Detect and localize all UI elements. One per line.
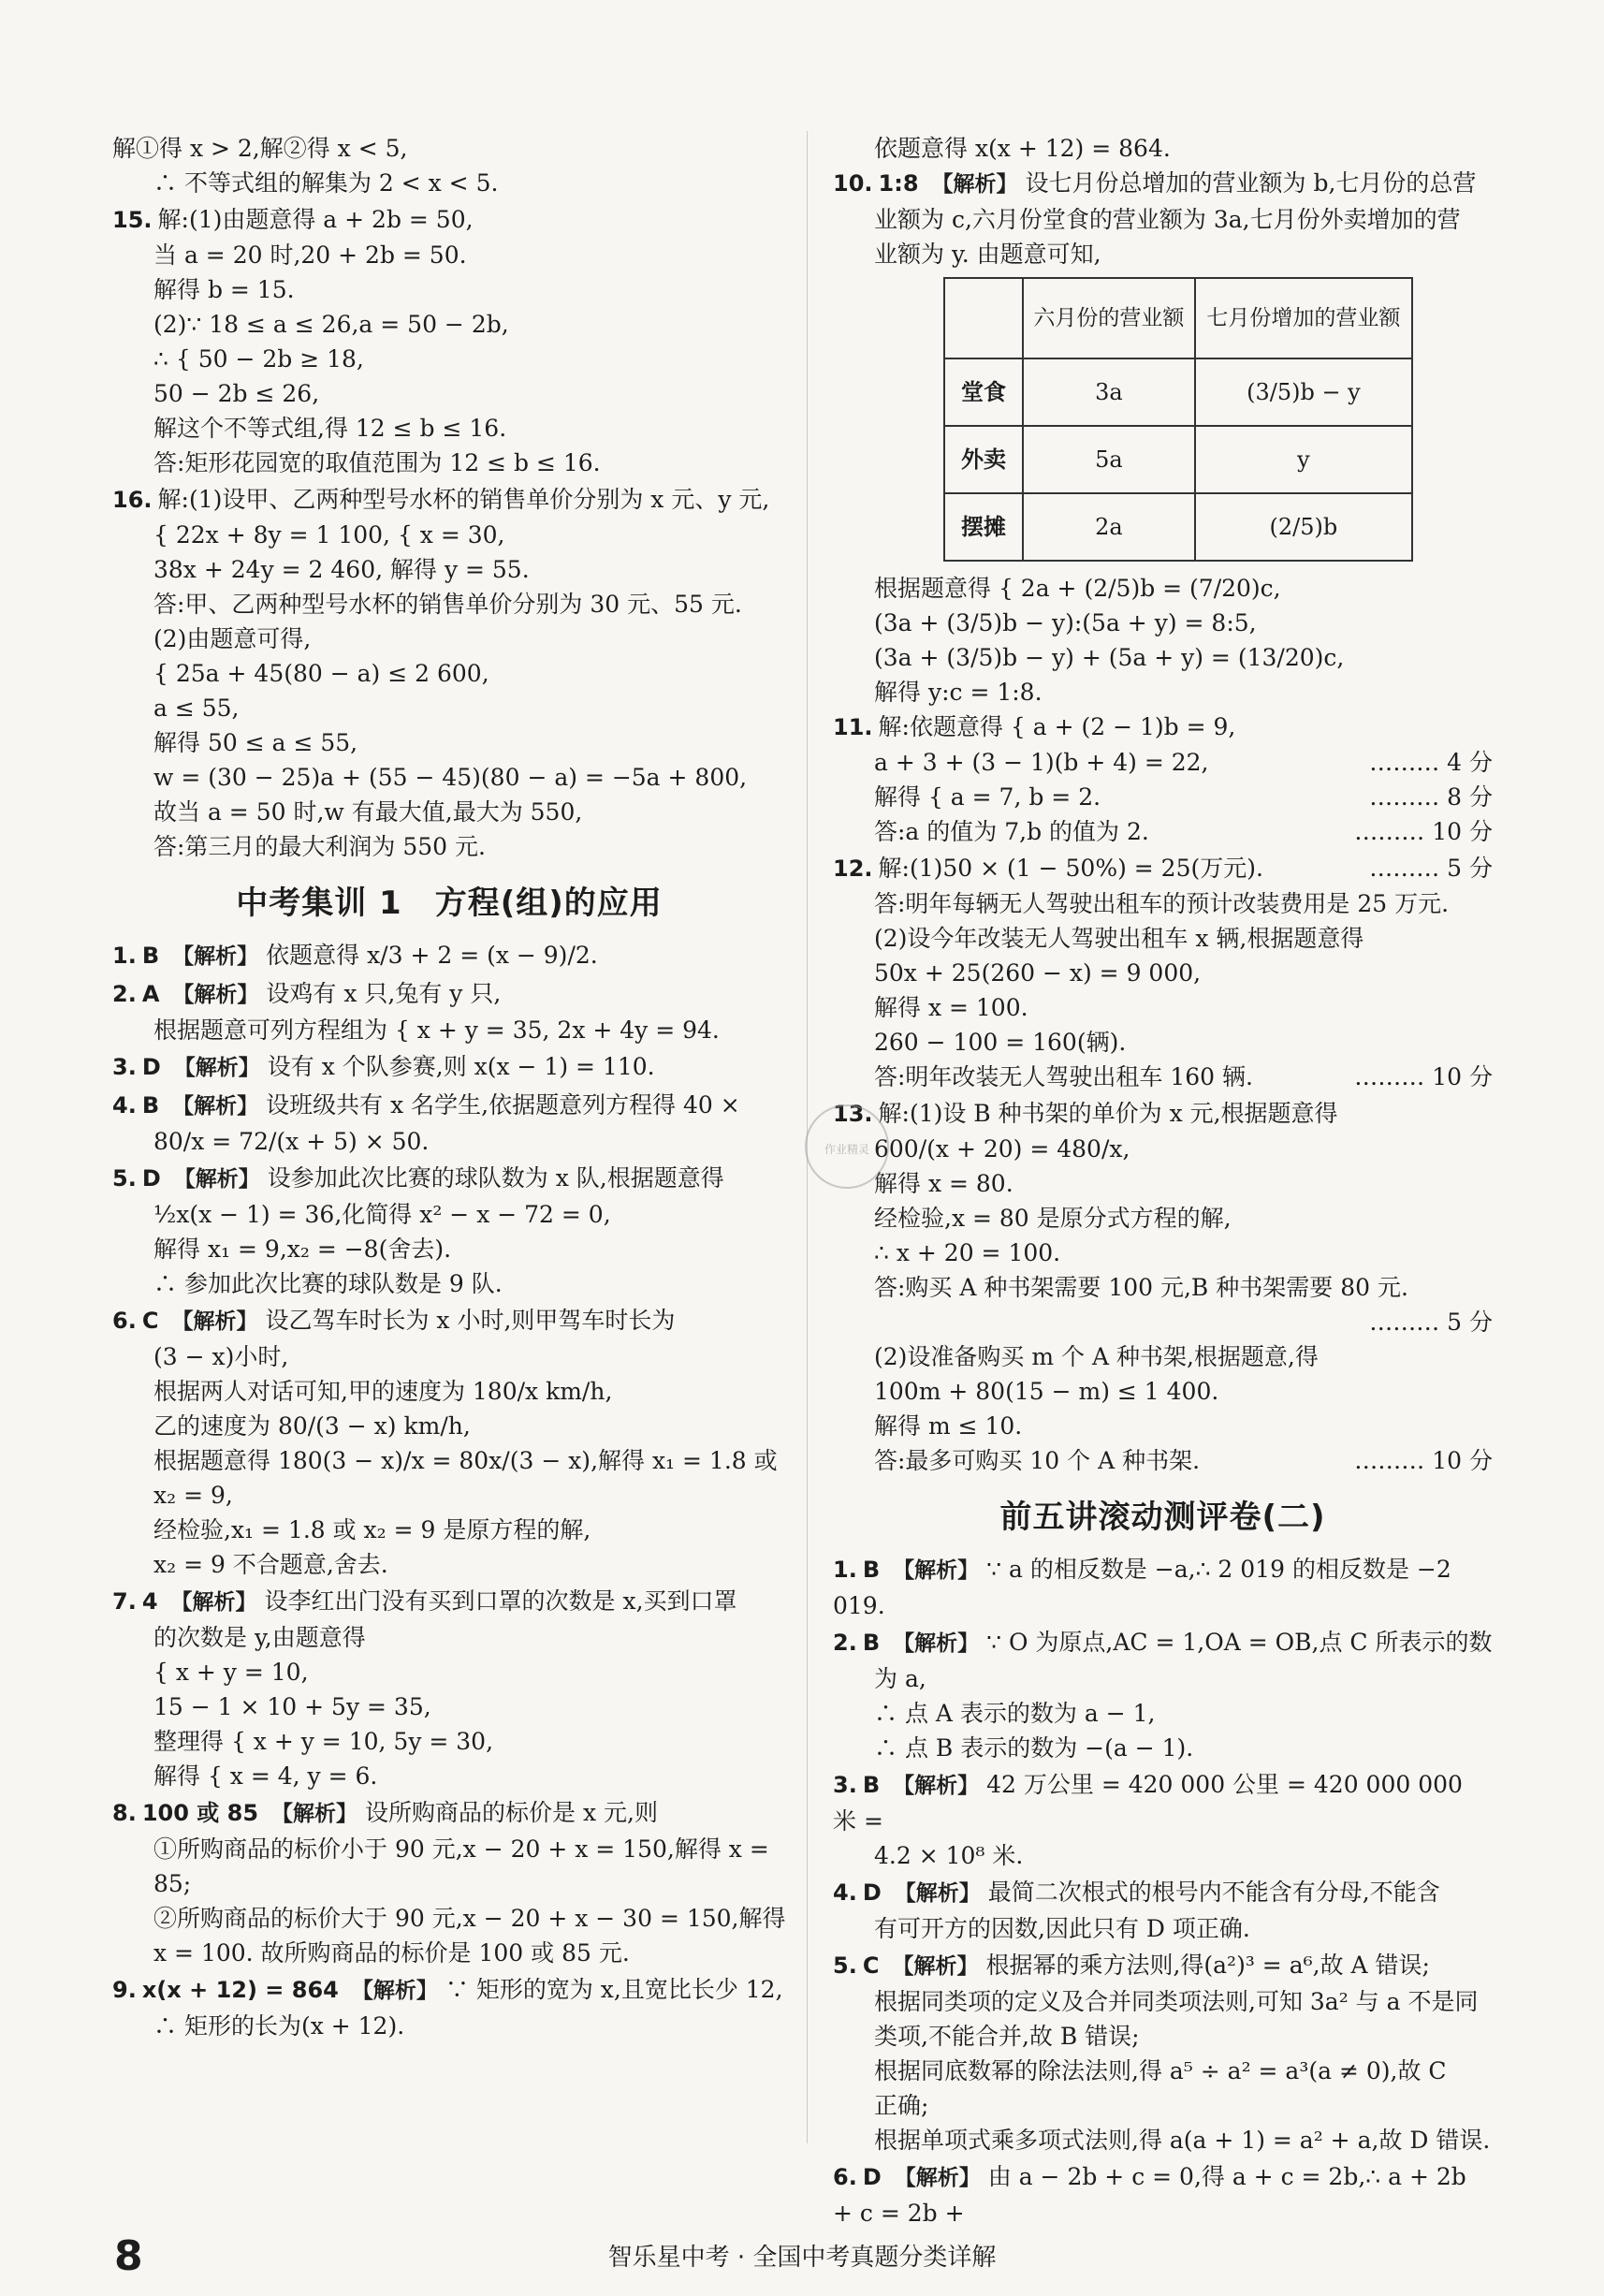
solution-text: 故当 a = 50 时,w 有最大值,最大为 550, (153, 798, 583, 826)
table-cell: 3a (1023, 358, 1195, 426)
table-header-cell: 七月份增加的营业额 (1195, 278, 1412, 358)
question-number: 1. (833, 1557, 857, 1583)
answer-line (112, 1339, 786, 1374)
answer-item (112, 1049, 786, 1086)
score-marker: ……… 5 分 (1369, 1309, 1493, 1336)
solution-text: { 25a + 45(80 − a) ≤ 2 600, (153, 660, 489, 687)
score-marker: ……… 5 分 (1369, 855, 1493, 882)
answer-line (833, 1875, 1493, 1911)
watermark-text: 作业精灵 (824, 1143, 869, 1156)
analysis-tag: 【解析】 (893, 1774, 980, 1798)
answer-line (112, 1088, 786, 1124)
solution-text: 100m + 80(15 − m) ≤ 1 400. (874, 1378, 1219, 1405)
solution-line: 解得 y:c = 1:8. (874, 679, 1043, 706)
answer-item (112, 1088, 786, 1159)
section-title: 中考集训 1 方程(组)的应用 (236, 885, 663, 922)
solution-text: (2)由题意可得, (153, 625, 312, 652)
answer-item (112, 1303, 786, 1582)
answer-choice: A (141, 981, 160, 1007)
solution-text: ∴ 不等式组的解集为 2 < x < 5. (153, 169, 499, 197)
answer-line (833, 1096, 1493, 1132)
solution-text: 根据单项式乘多项式法则,得 a(a + 1) = a² + a,故 D 错误. (874, 2127, 1491, 2154)
solution-item (112, 482, 786, 864)
table-row (944, 426, 1412, 493)
question-number: 6. (833, 2164, 857, 2190)
solution-text: 解这个不等式组,得 12 ≤ b ≤ 16. (153, 415, 507, 442)
answer-choice: D (862, 1879, 882, 1906)
solution-text: ①所购商品的标价小于 90 元,x − 20 + x = 150,解得 x = 85; (153, 1835, 769, 1897)
solution-item (112, 202, 786, 480)
table-cell: 5a (1023, 426, 1195, 493)
answer-line (833, 202, 1493, 237)
solution-text: 类项,不能合并,故 B 错误; (874, 2023, 1140, 2050)
answer-line (833, 1838, 1493, 1873)
answer-line (112, 1795, 786, 1832)
answer-choice: 1:8 (878, 170, 919, 197)
solution-text: 最简二次根式的根号内不能含有分母,不能含 (987, 1879, 1440, 1906)
solution-text: 为 a, (874, 1665, 926, 1692)
answer-item (112, 1161, 786, 1301)
answer-line (833, 1374, 1493, 1409)
answer-line (112, 2009, 786, 2043)
solution-line (112, 411, 786, 446)
solution-line (112, 691, 786, 725)
question-number: 11. (833, 714, 873, 740)
solution-line (112, 829, 786, 864)
question-number: 3. (833, 1772, 857, 1798)
answer-line (112, 1547, 786, 1582)
answer-item (112, 1972, 786, 2043)
table-row (944, 493, 1412, 561)
solution-text: w = (30 − 25)a + (55 − 45)(80 − a) = −5a + 800, (153, 764, 748, 791)
solution-line (112, 656, 786, 691)
solution-line (112, 552, 786, 587)
page-number: 8 (114, 2232, 143, 2280)
question-number: 8. (112, 1800, 137, 1826)
answer-item (833, 1875, 1493, 1946)
analysis-tag: 【解析】 (171, 1309, 258, 1334)
answer-line (833, 166, 1493, 202)
table-cell: (2/5)b (1195, 493, 1412, 561)
solution-text: 50x + 25(260 − x) = 9 000, (874, 959, 1202, 987)
answer-line (112, 1620, 786, 1655)
solution-text: 42 万公里 = 420 000 公里 = 420 000 000 米 = (833, 1771, 1463, 1835)
answer-line (112, 1936, 786, 1970)
analysis-tag: 【解析】 (892, 1954, 979, 1979)
right-column (833, 131, 1493, 2232)
answer-line (112, 1232, 786, 1266)
solution-text: x₂ = 9 不合题意,舍去. (153, 1551, 388, 1578)
answer-item (833, 709, 1493, 849)
solution-text: ½x(x − 1) = 36,化简得 x² − x − 72 = 0, (153, 1201, 611, 1228)
solution-text: (2)∵ 18 ≤ a ≤ 26,a = 50 − 2b, (153, 311, 509, 338)
solution-line (112, 795, 786, 829)
analysis-tag: 【解析】 (172, 1094, 259, 1119)
solution-text: ∴ { 50 − 2b ≥ 18, (153, 345, 364, 373)
answer-item (833, 166, 1493, 271)
solution-text: 解得 m ≤ 10. (874, 1412, 1023, 1440)
analysis-tag: 【解析】 (170, 1590, 257, 1615)
answer-choice: x(x + 12) = 864 (141, 1977, 339, 2003)
question-number: 7. (112, 1588, 137, 1615)
answer-choice: D (141, 1054, 161, 1080)
answer-line (112, 1584, 786, 1620)
answer-line (833, 1409, 1493, 1443)
solution-text: 根据两人对话可知,甲的速度为 180/x km/h, (153, 1378, 613, 1405)
solution-line: (3a + (3/5)b − y):(5a + y) = 8:5, (874, 609, 1257, 636)
solution-text: 解得 50 ≤ a ≤ 55, (153, 729, 358, 756)
analysis-tag: 【解析】 (271, 1802, 358, 1826)
score-marker: ……… 4 分 (1369, 749, 1493, 776)
solution-text: 解得 { a = 7, b = 2. (874, 783, 1101, 811)
solution-text: a ≤ 55, (153, 695, 240, 722)
solution-text: 解得 x = 100. (874, 994, 1028, 1021)
solution-line (112, 342, 786, 376)
answer-line (833, 1305, 1493, 1339)
answer-line (112, 1972, 786, 2009)
solution-line (112, 587, 786, 622)
question-number: 16. (112, 487, 153, 513)
answer-line (112, 1161, 786, 1197)
table-header-cell: 六月份的营业额 (1023, 278, 1195, 358)
question-number: 12. (833, 856, 873, 882)
analysis-tag: 【解析】 (894, 1881, 981, 1906)
solution-line (112, 622, 786, 656)
answer-item (833, 1552, 1493, 1623)
solution-text: 经检验,x = 80 是原分式方程的解, (874, 1205, 1232, 1232)
solution-line (112, 202, 786, 238)
answer-line (833, 1948, 1493, 1984)
solution-text: 正确; (874, 2092, 929, 2119)
solution-text: 解:(1)设甲、乙两种型号水杯的销售单价分别为 x 元、y 元, (157, 486, 770, 513)
solution-text: ∵ 矩形的宽为 x,且宽比长少 12, (445, 1976, 783, 2003)
solution-text: 设所购商品的标价是 x 元,则 (365, 1799, 658, 1826)
answer-line (112, 1049, 786, 1086)
question-number: 15. (112, 207, 153, 233)
answer-line (112, 1513, 786, 1547)
answer-line (833, 1236, 1493, 1270)
answer-line (833, 745, 1493, 780)
answer-choice: B (141, 943, 160, 969)
solution-line: 依题意得 x(x + 12) = 864. (874, 135, 1171, 162)
solution-text: 解:(1)由题意得 a + 2b = 50, (157, 206, 474, 233)
solution-text: ∴ 点 B 表示的数为 −(a − 1). (874, 1734, 1194, 1762)
revenue-table (943, 277, 1413, 562)
solution-text: 设班级共有 x 名学生,依据题意列方程得 40 × (266, 1091, 740, 1119)
analysis-tag: 【解析】 (894, 2166, 981, 2190)
solution-text: 根据同类项的定义及合并同类项法则,可知 3a² 与 a 不是同 (874, 1988, 1479, 2015)
solution-text: 设参加此次比赛的球队数为 x 队,根据题意得 (267, 1164, 724, 1192)
table-row (944, 358, 1412, 426)
solution-text: 答:甲、乙两种型号水杯的销售单价分别为 30 元、55 元. (153, 591, 742, 618)
question-number: 10. (833, 170, 873, 197)
solution-text: 设七月份总增加的营业额为 b,七月份的总营 (1025, 169, 1477, 197)
solution-line (112, 376, 786, 411)
solution-text: 乙的速度为 80/(3 − x) km/h, (153, 1412, 471, 1440)
solution-text: 设鸡有 x 只,兔有 y 只, (266, 980, 502, 1007)
solution-text: 业额为 c,六月份堂食的营业额为 3a,七月份外卖增加的营 (874, 206, 1461, 233)
answer-line (833, 1911, 1493, 1946)
solution-line (112, 272, 786, 307)
answer-choice: D (862, 2164, 882, 2190)
solution-line (112, 760, 786, 795)
analysis-tag: 【解析】 (931, 172, 1018, 197)
answer-line (833, 1270, 1493, 1305)
answer-item (112, 938, 786, 974)
solution-item (112, 131, 786, 200)
answer-line (112, 1303, 786, 1339)
answer-line (833, 1767, 1493, 1838)
answer-line (112, 1724, 786, 1759)
solution-text: 答:明年每辆无人驾驶出租车的预计改装费用是 25 万元. (874, 890, 1450, 917)
section-title: 前五讲滚动测评卷(二) (999, 1499, 1326, 1536)
solution-text: (2)设准备购买 m 个 A 种书架,根据题意,得 (874, 1343, 1319, 1370)
answer-line (833, 1696, 1493, 1731)
answer-item (112, 1795, 786, 1970)
solution-text: 解得 { x = 4, y = 6. (153, 1762, 378, 1790)
answer-line (833, 1552, 1493, 1623)
analysis-tag: 【解析】 (173, 1167, 260, 1192)
solution-text: 根据题意可列方程组为 { x + y = 35, 2x + 4y = 94. (153, 1016, 720, 1044)
solution-text: a + 3 + (3 − 1)(b + 4) = 22, (874, 749, 1209, 776)
solution-text: 业额为 y. 由题意可知, (874, 241, 1101, 268)
answer-line (833, 956, 1493, 990)
solution-text: 解:(1)50 × (1 − 50%) = 25(万元). (878, 855, 1263, 882)
solution-text: 答:a 的值为 7,b 的值为 2. (874, 818, 1149, 845)
answer-line (112, 1409, 786, 1443)
table-header-cell (944, 278, 1023, 358)
question-number: 13. (833, 1101, 873, 1127)
table-cell: y (1195, 426, 1412, 493)
question-number: 2. (112, 981, 137, 1007)
table-header-row (944, 278, 1412, 358)
analysis-tag: 【解析】 (172, 944, 259, 969)
question-number: 9. (112, 1977, 137, 2003)
solution-text: 的次数是 y,由题意得 (153, 1624, 366, 1651)
solution-text: 根据同底数幂的除法法则,得 a⁵ ÷ a² = a³(a ≠ 0),故 C (874, 2057, 1447, 2084)
solution-text: 260 − 100 = 160(辆). (874, 1029, 1127, 1056)
answer-line (833, 1132, 1493, 1166)
solution-text: 当 a = 20 时,20 + 2b = 50. (153, 241, 467, 269)
answer-line (833, 851, 1493, 886)
solution-text: (3 − x)小时, (153, 1343, 289, 1370)
question-number: 4. (833, 1879, 857, 1906)
answer-line (833, 2019, 1493, 2054)
answer-line (112, 1197, 786, 1232)
solution-line (112, 446, 786, 480)
answer-line (833, 1060, 1493, 1094)
answer-choice: B (862, 1557, 881, 1583)
solution-text: 解得 x₁ = 9,x₂ = −8(舍去). (153, 1236, 452, 1263)
solution-line: (3a + (3/5)b − y) + (5a + y) = (13/20)c, (874, 644, 1345, 671)
answer-item (833, 1948, 1493, 2157)
solution-text: 答:最多可购买 10 个 A 种书架. (874, 1447, 1201, 1474)
row-label: 外卖 (944, 426, 1023, 493)
solution-text: 设有 x 个队参赛,则 x(x − 1) = 110. (267, 1053, 655, 1080)
answer-line (833, 1731, 1493, 1765)
answer-line (112, 1443, 786, 1513)
question-number: 5. (833, 1952, 857, 1979)
answer-line (112, 976, 786, 1013)
answer-line (833, 990, 1493, 1025)
answer-line (112, 1832, 786, 1901)
page-footer (0, 2232, 1604, 2280)
solution-line (112, 482, 786, 518)
answer-choice: B (862, 1772, 881, 1798)
answer-line (833, 2088, 1493, 2123)
solution-text: 解得 b = 15. (153, 276, 295, 303)
question-number: 5. (112, 1165, 137, 1192)
answer-line (833, 780, 1493, 814)
answer-choice: 100 或 85 (141, 1800, 259, 1826)
answer-choice: C (862, 1952, 880, 1979)
solution-text: ∴ 点 A 表示的数为 a − 1, (874, 1700, 1156, 1727)
solution-text: x = 100. 故所购商品的标价是 100 或 85 元. (153, 1939, 630, 1967)
answer-choice: D (141, 1165, 161, 1192)
answer-line (112, 1374, 786, 1409)
answer-choice: 4 (141, 1588, 158, 1615)
score-marker: ……… 10 分 (1354, 1063, 1493, 1090)
solution-line: 根据题意得 { 2a + (2/5)b = (7/20)c, (874, 575, 1281, 602)
solution-line (112, 307, 786, 342)
answer-line (112, 1266, 786, 1301)
solution-text: ∵ O 为原点,AC = 1,OA = OB,点 C 所表示的数 (986, 1629, 1493, 1656)
solution-text: 解:依题意得 { a + (2 − 1)b = 9, (878, 713, 1236, 740)
analysis-tag: 【解析】 (893, 1631, 980, 1656)
solution-text: 设乙驾车时长为 x 小时,则甲驾车时长为 (265, 1307, 676, 1334)
row-label: 摆摊 (944, 493, 1023, 561)
answer-line (833, 237, 1493, 271)
solution-line (112, 725, 786, 760)
solution-text: 38x + 24y = 2 460, 解得 y = 55. (153, 556, 530, 583)
solution-text: ②所购商品的标价大于 90 元,x − 20 + x − 30 = 150,解得 (153, 1905, 786, 1932)
answer-line (112, 1689, 786, 1724)
solution-text: 解得 x = 80. (874, 1170, 1013, 1197)
score-marker: ……… 10 分 (1354, 818, 1493, 845)
solution-text: { x + y = 10, (153, 1659, 309, 1686)
analysis-tag: 【解析】 (173, 1056, 260, 1080)
left-column (112, 131, 786, 2045)
answer-line (833, 1025, 1493, 1060)
answer-line (112, 1124, 786, 1159)
solution-line (112, 518, 786, 552)
answer-item (833, 1767, 1493, 1873)
answer-choice: B (862, 1630, 881, 1656)
answer-choice: C (141, 1308, 159, 1334)
solution-text: 答:购买 A 种书架需要 100 元,B 种书架需要 80 元. (874, 1274, 1408, 1301)
analysis-tag: 【解析】 (893, 1558, 980, 1583)
question-number: 4. (112, 1092, 137, 1119)
answer-line (112, 1013, 786, 1047)
solution-text: 解:(1)设 B 种书架的单价为 x 元,根据题意得 (878, 1100, 1338, 1127)
answer-line (833, 886, 1493, 921)
footer-title: 智乐星中考 · 全国中考真题分类详解 (607, 2244, 997, 2272)
question-number: 6. (112, 1308, 137, 1334)
solution-text: 根据题意得 180(3 − x)/x = 80x/(3 − x),解得 x₁ = 1.8 或 x₂ = 9, (153, 1447, 778, 1509)
answer-item (833, 851, 1493, 1094)
solution-text: 答:第三月的最大利润为 550 元. (153, 833, 486, 860)
answer-line (833, 1661, 1493, 1696)
table-cell: 2a (1023, 493, 1195, 561)
solution-text: (2)设今年改装无人驾驶出租车 x 辆,根据题意得 (874, 925, 1364, 952)
answer-line (833, 2159, 1493, 2230)
question-number: 1. (112, 943, 137, 969)
solution-text: { 22x + 8y = 1 100, { x = 30, (153, 521, 505, 548)
answer-line (833, 1625, 1493, 1661)
answer-line (112, 938, 786, 974)
solution-text: 根据幂的乘方法则,得(a²)³ = a⁶,故 A 错误; (985, 1952, 1430, 1979)
solution-text: 600/(x + 20) = 480/x, (874, 1135, 1130, 1163)
solution-line (112, 166, 786, 200)
solution-text: ∵ a 的相反数是 −a,∴ 2 019 的相反数是 −2 019. (833, 1556, 1451, 1619)
answer-line (833, 1984, 1493, 2019)
solution-text: 80/x = 72/(x + 5) × 50. (153, 1128, 430, 1155)
answer-item (112, 976, 786, 1047)
solution-text: 整理得 { x + y = 10, 5y = 30, (153, 1728, 494, 1755)
question-number: 2. (833, 1630, 857, 1656)
analysis-tag: 【解析】 (351, 1979, 438, 2003)
answer-item (112, 1584, 786, 1793)
answer-line (833, 709, 1493, 745)
analysis-tag: 【解析】 (172, 983, 259, 1007)
solution-text: ∴ 参加此次比赛的球队数是 9 队. (153, 1270, 503, 1297)
answer-line (833, 1339, 1493, 1374)
answer-item (833, 2159, 1493, 2230)
answer-line (833, 814, 1493, 849)
solution-text: 依题意得 x/3 + 2 = (x − 9)/2. (266, 942, 598, 969)
solution-text: 答:明年改装无人驾驶出租车 160 辆. (874, 1063, 1253, 1090)
solution-text: 设李红出门没有买到口罩的次数是 x,买到口罩 (264, 1587, 737, 1615)
table-cell: (3/5)b − y (1195, 358, 1412, 426)
solution-text: 由 a − 2b + c = 0,得 a + c = 2b,∴ a + 2b + c = 2b + (833, 2163, 1466, 2227)
answer-line (833, 2054, 1493, 2088)
solution-text: 有可开方的因数,因此只有 D 项正确. (874, 1915, 1250, 1942)
solution-text: 15 − 1 × 10 + 5y = 35, (153, 1693, 431, 1720)
solution-text: ∴ 矩形的长为(x + 12). (153, 2012, 405, 2040)
answer-line (112, 1655, 786, 1689)
solution-line (112, 131, 786, 166)
solution-line (112, 238, 786, 272)
answer-line (112, 1901, 786, 1936)
answer-line (833, 1166, 1493, 1201)
solution-text: 经检验,x₁ = 1.8 或 x₂ = 9 是原方程的解, (153, 1516, 591, 1543)
watermark-stamp (805, 1104, 889, 1189)
answer-line (833, 921, 1493, 956)
solution-text: ∴ x + 20 = 100. (874, 1239, 1061, 1266)
score-marker: ……… 10 分 (1354, 1447, 1493, 1474)
answer-item (833, 1625, 1493, 1765)
solution-text: 4.2 × 10⁸ 米. (874, 1842, 1024, 1869)
answer-line (112, 1759, 786, 1793)
answer-line (833, 1201, 1493, 1236)
answer-item (833, 1096, 1493, 1478)
answer-choice: B (141, 1092, 160, 1119)
solution-text: 答:矩形花园宽的取值范围为 12 ≤ b ≤ 16. (153, 449, 601, 476)
row-label: 堂食 (944, 358, 1023, 426)
score-marker: ……… 8 分 (1369, 783, 1493, 811)
answer-line (833, 2123, 1493, 2157)
solution-text: 解①得 x > 2,解②得 x < 5, (112, 135, 408, 162)
answer-line (833, 1443, 1493, 1478)
solution-text: 50 − 2b ≤ 26, (153, 380, 320, 407)
question-number: 3. (112, 1054, 137, 1080)
